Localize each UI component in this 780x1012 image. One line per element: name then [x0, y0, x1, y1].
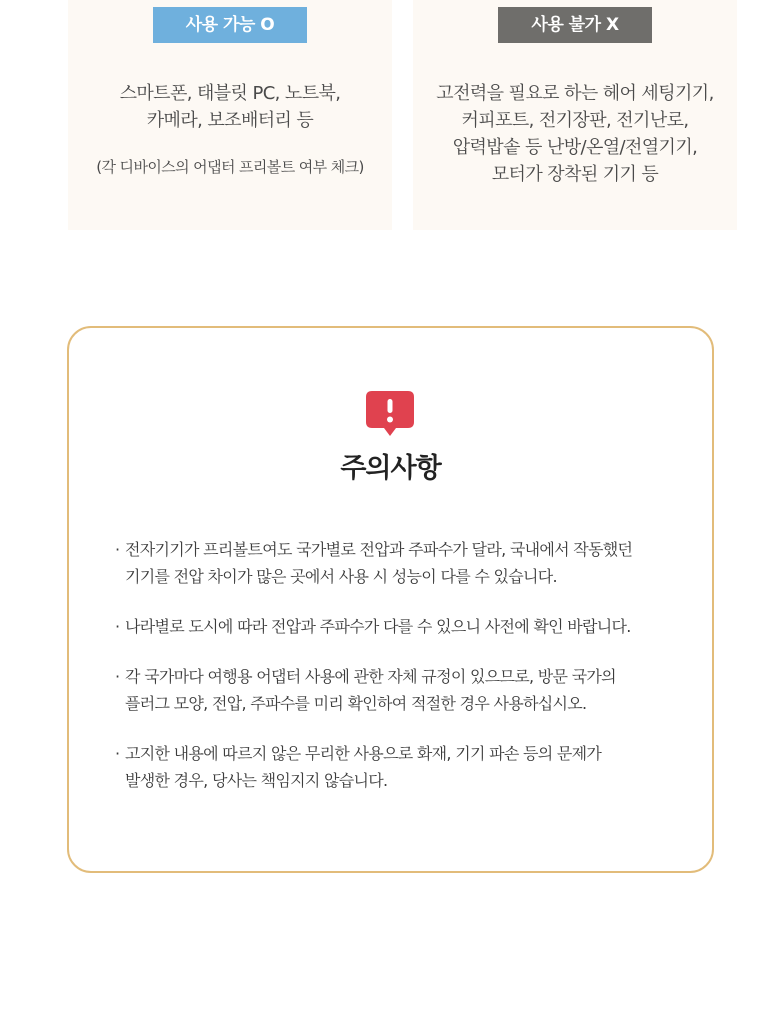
notice-line: 나라별로 도시에 따라 전압과 주파수가 다를 수 있으니 사전에 확인 바랍니다.: [125, 617, 631, 636]
usable-device-line: 카메라, 보조배터리 등: [146, 110, 314, 131]
not-usable-device-line: 커피포트, 전기장판, 전기난로,: [461, 110, 689, 131]
usable-device-list: [68, 80, 392, 134]
not-usable-device-line: 압력밥솥 등 난방/온열/전열기기,: [452, 137, 698, 158]
not-usable-panel: [413, 0, 737, 230]
bullet: ·: [115, 667, 120, 686]
bullet: ·: [115, 540, 120, 559]
bullet: ·: [115, 617, 120, 636]
not-usable-device-line: 모터가 장착된 기기 등: [491, 164, 659, 185]
usable-device-line: 스마트폰, 태블릿 PC, 노트북,: [119, 83, 341, 104]
usable-panel: [68, 0, 392, 230]
notice-item: [115, 613, 685, 640]
not-usable-device-list: [413, 80, 737, 188]
notice-title: 주의사항: [340, 453, 441, 484]
notice-line: 발생한 경우, 당사는 책임지지 않습니다.: [125, 771, 388, 790]
notice-line: 각 국가마다 여행용 어댑터 사용에 관한 자체 규정이 있으므로, 방문 국가의: [125, 667, 616, 686]
usable-note: [68, 156, 392, 178]
notice-item: [115, 663, 685, 717]
notice-item: [115, 740, 685, 794]
bullet: ·: [115, 744, 120, 763]
notice-line: 전자기기가 프리볼트여도 국가별로 전압과 주파수가 달라, 국내에서 작동했던: [125, 540, 633, 559]
not-usable-badge: 사용 불가 X: [498, 7, 652, 43]
notice-line: 고지한 내용에 따르지 않은 무리한 사용으로 화재, 기기 파손 등의 문제가: [125, 744, 602, 763]
usable-badge: 사용 가능 O: [153, 7, 307, 43]
notice-line: 플러그 모양, 전압, 주파수를 미리 확인하여 적절한 경우 사용하십시오.: [125, 694, 587, 713]
not-usable-device-line: 고전력을 필요로 하는 헤어 세팅기기,: [436, 83, 714, 104]
notice-line: 기기를 전압 차이가 많은 곳에서 사용 시 성능이 다를 수 있습니다.: [125, 567, 557, 586]
notice-list: [115, 536, 685, 817]
alert-speech-bubble-icon: [365, 390, 415, 438]
notice-box: [67, 326, 714, 873]
notice-item: [115, 536, 685, 590]
usable-note-text: (각 디바이스의 어댑터 프리볼트 여부 체크): [96, 158, 364, 176]
